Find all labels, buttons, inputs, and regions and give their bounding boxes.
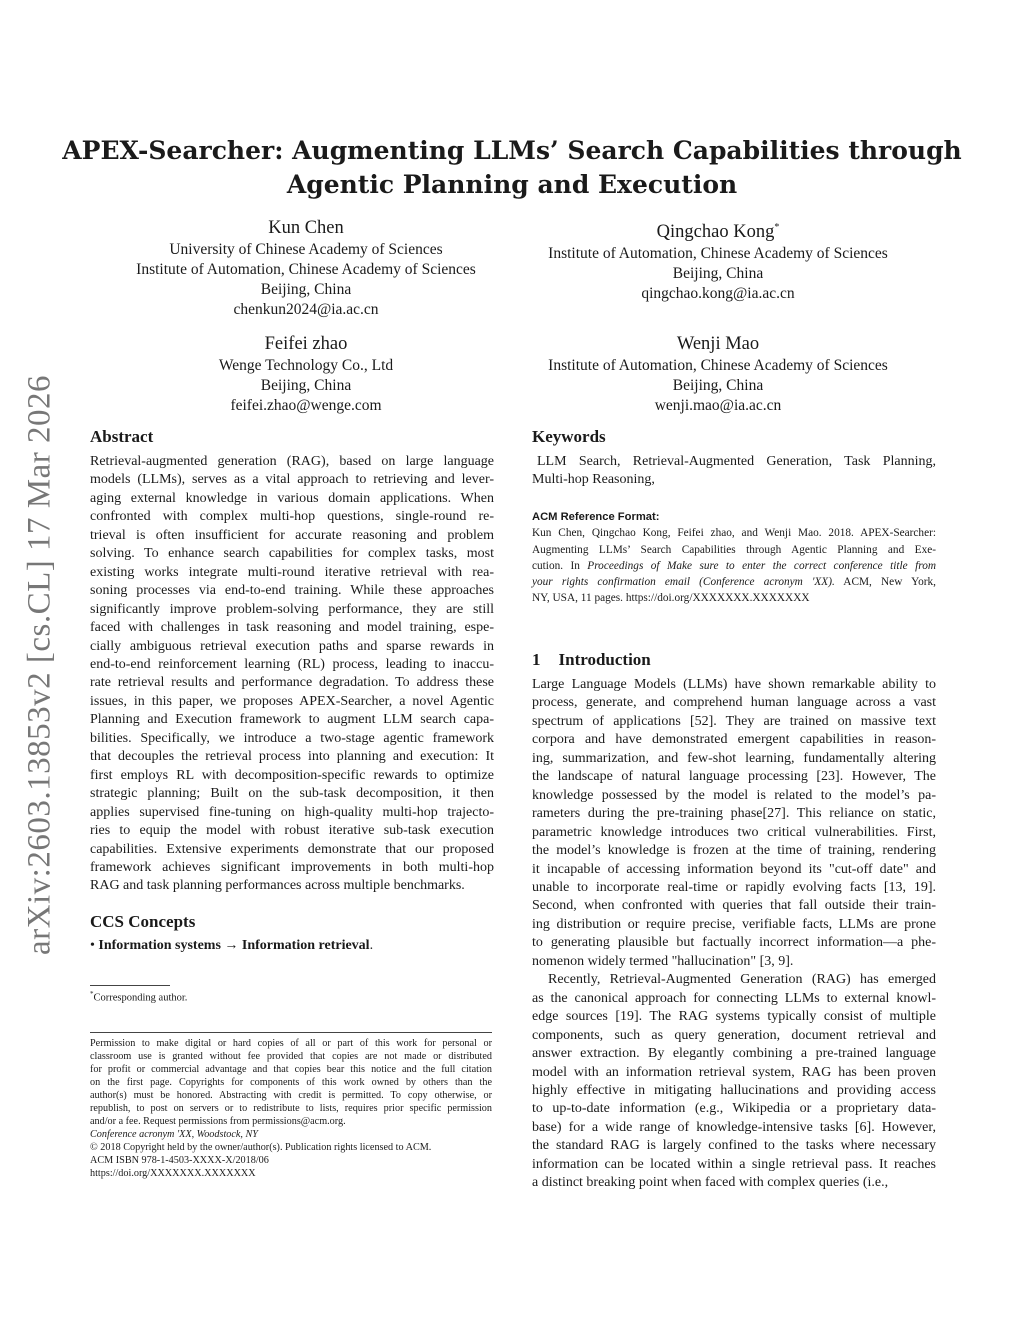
abstract-line: framework achieves significant improvements in both multi-hop <box>90 859 494 875</box>
abstract-line: soning processes via end-to-end training. While these approaches <box>90 583 494 599</box>
title-line-2: Agentic Planning and Execution <box>286 170 738 199</box>
abstract-line: cially ambiguous retrieval execution paths and sparse rewards in <box>90 638 494 654</box>
introduction-line: ing, summarization, and few-shot learning, fundamentally altering <box>532 750 936 766</box>
conference-line: Conference acronym 'XX, Woodstock, NY <box>90 1129 258 1140</box>
abstract-line: solving. To enhance search capabilities for complex tasks, most <box>90 546 494 562</box>
permission-line: republish, to post on servers or to redistribute to lists, requires prior specific permission <box>90 1103 492 1114</box>
keywords-line: LLM Search, Retrieval-Augmented Generation, Task Planning, <box>537 454 936 469</box>
author-email: wenji.mao@ia.ac.cn <box>654 397 782 414</box>
acm-reference-line <box>532 574 936 590</box>
abstract-line: first employs RL with decomposition-specific rewards to optimize <box>90 767 494 783</box>
author-affiliation: University of Chinese Academy of Sciences <box>169 241 443 258</box>
author-block-kun-chen <box>90 217 522 320</box>
introduction-line: Large Language Models (LLMs) have shown remarkable ability to <box>532 677 936 692</box>
introduction-line: as the canonical approach for connecting LLMs to external knowl- <box>532 990 936 1006</box>
abstract-line: confronted with complex multi-hop questions, single-round re- <box>90 509 494 525</box>
author-block-wenji-mao <box>502 333 934 416</box>
paper-title <box>60 134 964 202</box>
introduction-line: base) for a wide range of knowledge-intensive tasks [6]. However, <box>532 1119 936 1135</box>
introduction-line: edge sources [19]. The RAG systems typically consist of multiple <box>532 1009 936 1025</box>
acm-reference-text: ACM, New York, <box>834 576 936 589</box>
permission-line: author(s) must be honored. Abstracting with credit is permitted. To copy otherwise, or <box>90 1090 492 1101</box>
acm-reference-proceedings: your rights confirmation email (Conference acronym 'XX). <box>532 576 835 589</box>
ccs-heading: CCS Concepts <box>90 912 196 931</box>
introduction-line: information can be located within a single retrieval pass. It reaches <box>532 1156 936 1172</box>
ccs-arrow: → <box>224 938 239 953</box>
acm-reference-line: Kun Chen, Qingchao Kong, Feifei zhao, and Wenji Mao. 2018. APEX-Searcher: <box>532 527 936 540</box>
acm-reference-proceedings: Proceedings of Make sure to enter the correct conference title from <box>587 559 936 572</box>
introduction-line: knowledge possessed by the model is related to the model’s pa- <box>532 787 936 803</box>
introduction-line: to generating plausible but factually incorrect information—a phe- <box>532 935 936 951</box>
keywords-list <box>532 453 936 490</box>
keywords-line: Multi-hop Reasoning, <box>532 472 655 488</box>
permission-notice <box>90 1037 492 1128</box>
introduction-line: Recently, Retrieval-Augmented Generation (RAG) has emerged <box>548 972 936 988</box>
introduction-line: highly effective in mitigating hallucinations and providing access <box>532 1082 936 1098</box>
author-affiliation: Institute of Automation, Chinese Academy of Sciences <box>136 261 476 278</box>
introduction-line: ing distribution or require precise, verifiable facts, LLMs are prone <box>532 916 936 932</box>
abstract-line: Retrieval-augmented generation (RAG), based on large language <box>90 454 494 469</box>
abstract-line: Planning and Execution framework to augment LLM search capa- <box>90 712 494 728</box>
footnote-text: Corresponding author. <box>93 992 188 1004</box>
introduction-line: rameters during the pre-training phase[27]. This reliance on static, <box>532 806 936 822</box>
corresponding-author-mark: * <box>774 222 780 233</box>
arxiv-sidebar-stamp <box>15 370 65 960</box>
author-email: chenkun2024@ia.ac.cn <box>233 301 379 318</box>
acm-reference-line: Augmenting LLMs’ Search Capabilities through Agentic Planning and Exe- <box>532 543 936 556</box>
permission-line: classroom use is granted without fee provided that copies are not made or distributed <box>90 1051 492 1062</box>
copyright-line: ACM ISBN 978-1-4503-XXXX-X/2018/06 <box>90 1155 269 1166</box>
acm-reference-text: cution. In <box>532 559 588 572</box>
abstract-body <box>90 453 494 896</box>
introduction-line: it incapable of accessing information beyond its "cut-off date" and <box>532 861 936 877</box>
abstract-line: aging external knowledge in various domain applications. When <box>90 490 494 506</box>
permission-line: on the first page. Copyrights for components of this work owned by others than the <box>90 1077 492 1088</box>
ccs-period: . <box>369 938 374 953</box>
abstract-line: strategic planning; Built on the sub-task decomposition, it then <box>90 786 494 802</box>
acm-reference-format <box>532 509 936 607</box>
ccs-sub-concept: Information retrieval <box>241 938 370 953</box>
author-location: Beijing, China <box>260 281 352 298</box>
arxiv-identifier: arXiv:2603.13853v2 [cs.CL] 17 Mar 2026 <box>21 375 58 955</box>
author-email: qingchao.kong@ia.ac.cn <box>641 285 795 303</box>
abstract-line: capabilities. Extensive experiments demonstrate that our proposed <box>90 841 494 857</box>
abstract-line: rate retrieval results and performance degradation. To address these <box>90 675 494 691</box>
footnote-mark: * <box>90 990 94 998</box>
permission-rule <box>90 1032 492 1033</box>
introduction-line: parametric knowledge introduces two critical vulnerabilities. First, <box>532 824 936 840</box>
copyright-line: https://doi.org/XXXXXXX.XXXXXXX <box>90 1168 256 1179</box>
introduction-line: Second, when confronted with queries that fall outside their train- <box>532 898 936 914</box>
abstract-line: models (LLMs), serves as a vital approach to retrieving and lever- <box>90 472 494 488</box>
acm-reference-line <box>532 558 936 574</box>
introduction-line: corpora and have demonstrated emergent capabilities in reason- <box>532 732 936 748</box>
introduction-line: answer extraction. By elegantly combining a pre-trained language <box>532 1046 936 1062</box>
introduction-line: the standard RAG is largely confined to the tasks where necessary <box>532 1138 936 1154</box>
section-title: Introduction <box>558 650 651 669</box>
footnote <box>90 990 187 1004</box>
abstract-line: RAG and task planning performances across multiple benchmarks. <box>90 878 465 894</box>
abstract-line: significantly improve problem-solving performance, they are still <box>90 601 494 617</box>
permission-block <box>90 1037 492 1180</box>
abstract-line: that decouples the retrieval process into planning and execution: It <box>90 749 494 765</box>
keywords-heading: Keywords <box>532 427 606 446</box>
introduction-line: to up-to-date information (e.g., Wikipedia or a proprietary data- <box>532 1101 936 1117</box>
author-affiliation: Institute of Automation, Chinese Academy of Sciences <box>548 357 888 374</box>
ccs-bullet: • <box>90 938 95 953</box>
author-name: Feifei zhao <box>264 334 348 354</box>
introduction-line: the model’s knowledge is frozen at the time of training, rendering <box>532 843 936 859</box>
abstract-line: trieval is often insufficient for accurate reasoning and problem <box>90 527 494 543</box>
abstract-line: faced with challenges in task reasoning and model training, espe- <box>90 620 494 636</box>
introduction-line: model with an information retrieval system, RAG has been proven <box>532 1064 936 1080</box>
abstract-line: applies supervised fine-tuning on high-quality multi-hop trajecto- <box>90 804 494 820</box>
copyright-line: © 2018 Copyright held by the owner/author(s). Publication rights licensed to ACM. <box>90 1142 432 1153</box>
author-affiliation: Institute of Automation, Chinese Academy of Sciences <box>548 245 888 263</box>
author-email: feifei.zhao@wenge.com <box>230 397 382 414</box>
abstract-line: ries to equip the model with robust iterative sub-task execution <box>90 823 494 839</box>
permission-line: for profit or commercial advantage and that copies bear this notice and the full citation <box>90 1064 492 1075</box>
title-line-1: APEX-Searcher: Augmenting LLMs’ Search Capabilities through <box>62 136 962 165</box>
introduction-body <box>532 676 936 1193</box>
abstract-line: existing works integrate multi-round iterative retrieval with rea- <box>90 564 494 580</box>
ccs-concepts <box>90 937 494 955</box>
abstract-line: bilities. Specifically, we introduce a two-stage agentic framework <box>90 730 494 746</box>
acm-reference-label: ACM Reference Format: <box>532 511 660 523</box>
permission-line: and/or a fee. Request permissions from permissions@acm.org. <box>90 1116 346 1127</box>
introduction-line: the landscape of natural language processing [23]. However, The <box>532 769 936 785</box>
footnote-rule <box>90 985 170 986</box>
abstract-heading: Abstract <box>90 427 154 446</box>
author-block-qingchao-kong <box>502 217 934 304</box>
introduction-line: unable to incorporate real-time or rapidly evolving facts [13, 19]. <box>532 879 936 895</box>
section-number: 1 <box>532 650 541 669</box>
author-affiliation: Wenge Technology Co., Ltd <box>218 357 394 374</box>
permission-line: Permission to make digital or hard copies of all or part of this work for personal or <box>90 1038 492 1049</box>
abstract-line: issues, in this paper, we proposes APEX-Searcher, a novel Agentic <box>90 693 494 709</box>
author-location: Beijing, China <box>260 377 352 394</box>
author-location: Beijing, China <box>672 377 764 394</box>
introduction-line: nomenon widely termed "hallucination" [3, 9]. <box>532 953 794 969</box>
author-block-feifei-zhao <box>90 333 522 416</box>
abstract-line: end-to-end reinforcement learning (RL) process, leading to inaccu- <box>90 656 494 672</box>
introduction-line: components, such as query generation, document retrieval and <box>532 1027 936 1043</box>
introduction-heading <box>532 650 651 670</box>
introduction-line: spectrum of applications [52]. They are trained on massive text <box>532 713 936 729</box>
author-name: Kun Chen <box>268 218 344 238</box>
author-location: Beijing, China <box>672 265 764 283</box>
ccs-concept: Information systems <box>98 938 221 953</box>
author-name: Wenji Mao <box>676 334 760 354</box>
introduction-line: a distinct breaking point when faced with complex queries (i.e., <box>532 1175 889 1191</box>
copyright-notice <box>90 1141 492 1180</box>
author-name: Qingchao Kong <box>656 222 775 243</box>
acm-reference-line: NY, USA, 11 pages. https://doi.org/XXXXXXX.XXXXXXX <box>532 592 810 605</box>
introduction-line: process, generate, and comprehend human language across a vast <box>532 695 936 711</box>
